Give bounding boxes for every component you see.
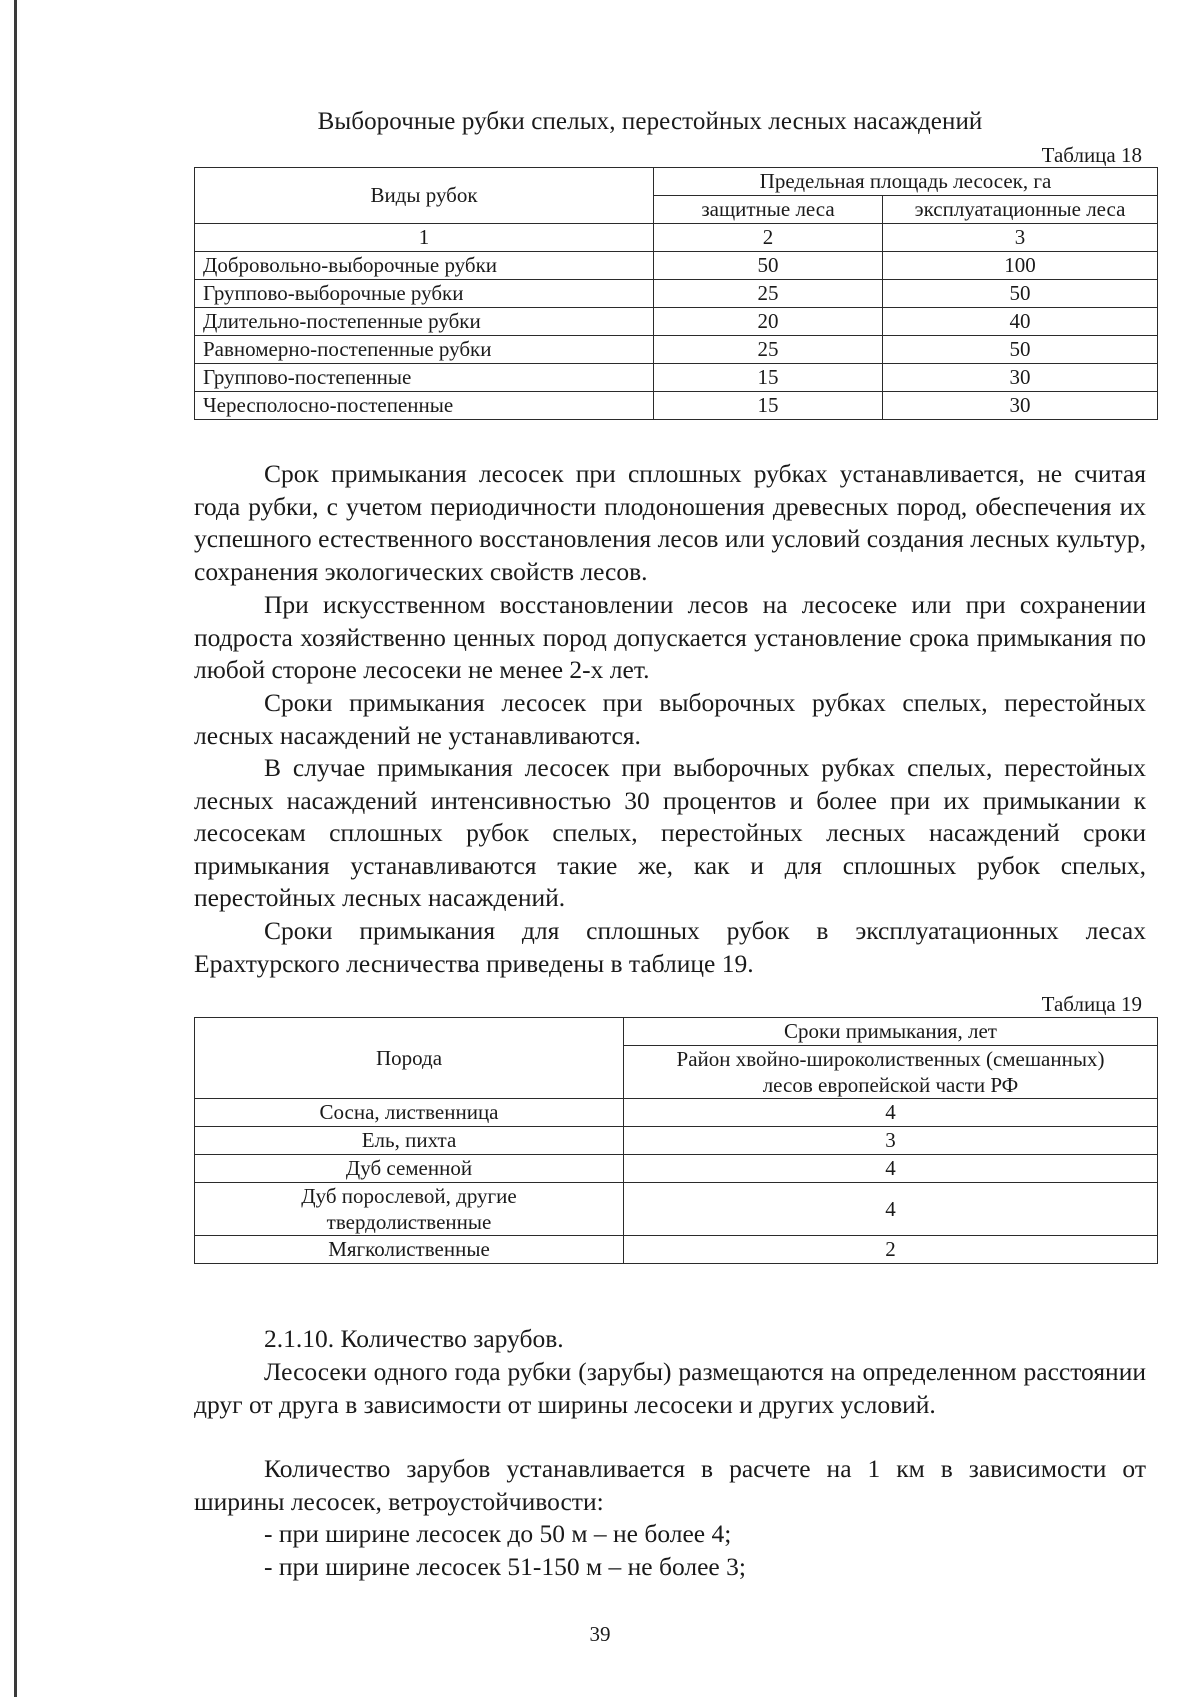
table-row bbox=[195, 336, 1158, 364]
years-cell: 4 bbox=[624, 1155, 1158, 1183]
value-cell: 40 bbox=[883, 308, 1158, 336]
value-cell: 30 bbox=[883, 392, 1158, 420]
table-row bbox=[195, 308, 1158, 336]
header-region-line1: Район хвойно-широколиственных (смешанных) bbox=[676, 1047, 1105, 1071]
table19 bbox=[194, 1017, 1158, 1264]
table-row bbox=[195, 1236, 1158, 1264]
value-cell: 20 bbox=[654, 308, 883, 336]
value-cell: 50 bbox=[654, 252, 883, 280]
cut-type-cell: Длительно-постепенные рубки bbox=[195, 308, 654, 336]
table18 bbox=[194, 167, 1158, 420]
years-cell: 4 bbox=[624, 1099, 1158, 1127]
paragraph-cuts-count: Количество зарубов устанавливается в расчете на 1 км в зависимости от ширины лесосек, ветроустойчивости: bbox=[194, 1454, 1146, 1516]
value-cell: 25 bbox=[654, 280, 883, 308]
species-cell: Ель, пихта bbox=[195, 1127, 624, 1155]
species-cell: Мягколиственные bbox=[195, 1236, 624, 1264]
cut-type-cell: Чересполосно-постепенные bbox=[195, 392, 654, 420]
paragraph-adjacency-continuous: Срок примыкания лесосек при сплошных рубках устанавливается, не считая года рубки, с учетом периодичности плодоношения древесных пород, обеспечения их успешного естественного восстановления лесов или условий создания лесных культур, сохранения экологических свойств лесов. bbox=[194, 459, 1146, 586]
table18-title: Выборочные рубки спелых, перестойных лесных насаждений bbox=[317, 108, 983, 135]
species-cell: Сосна, лиственница bbox=[195, 1099, 624, 1127]
species-cell: Дуб семенной bbox=[195, 1155, 624, 1183]
paragraph-table19-reference: Сроки примыкания для сплошных рубок в эксплуатационных лесах Ерахтурского лесничества приведены в таблице 19. bbox=[194, 916, 1146, 978]
species-line2: твердолиственные bbox=[326, 1210, 492, 1234]
value-cell: 15 bbox=[654, 392, 883, 420]
table-row bbox=[195, 252, 1158, 280]
column-numbering-row bbox=[195, 224, 1158, 252]
table-row bbox=[195, 280, 1158, 308]
cut-type-cell: Группово-постепенные bbox=[195, 364, 654, 392]
list-item: - при ширине лесосек 51-150 м – не более 3; bbox=[264, 1552, 746, 1581]
value-cell: 15 bbox=[654, 364, 883, 392]
species-line1: Дуб порослевой, другие bbox=[301, 1184, 517, 1208]
years-cell: 4 bbox=[624, 1183, 1158, 1236]
table-header-row bbox=[195, 168, 1158, 196]
col-number: 1 bbox=[195, 224, 654, 252]
value-cell: 100 bbox=[883, 252, 1158, 280]
cut-type-cell: Равномерно-постепенные рубки bbox=[195, 336, 654, 364]
col-number: 3 bbox=[883, 224, 1158, 252]
header-cut-types: Виды рубок bbox=[195, 168, 654, 224]
col-number: 2 bbox=[654, 224, 883, 252]
header-area-limit: Предельная площадь лесосек, га bbox=[654, 168, 1158, 196]
cut-type-cell: Группово-выборочные рубки bbox=[195, 280, 654, 308]
table-row bbox=[195, 392, 1158, 420]
table-row bbox=[195, 1099, 1158, 1127]
page-number: 39 bbox=[589, 1622, 611, 1646]
years-cell: 2 bbox=[624, 1236, 1158, 1264]
table18-label: Таблица 18 bbox=[1041, 143, 1142, 167]
header-region-line2: лесов европейской части РФ bbox=[762, 1073, 1019, 1097]
years-cell: 3 bbox=[624, 1127, 1158, 1155]
table-row bbox=[195, 1155, 1158, 1183]
species-cell bbox=[195, 1183, 624, 1236]
table-row bbox=[195, 1183, 1158, 1236]
paragraph-artificial-restoration: При искусственном восстановлении лесов на лесосеке или при сохранении подроста хозяйственно ценных пород допускается установление срока примыкания по любой стороне лесосеки не менее 2-х лет. bbox=[194, 590, 1146, 685]
header-exploitation-forests: эксплуатационные леса bbox=[883, 196, 1158, 224]
paragraph-intensity-30: В случае примыкания лесосек при выборочных рубках спелых, перестойных лесных насаждений интенсивностью 30 процентов и более при их примыкании к лесосекам сплошных рубок спелых, перестойных лесных насаждений сроки примыкания устанавливаются такие же, как и для сплошных рубок спелых, перестойных лесных насаждений. bbox=[194, 753, 1146, 913]
table-row bbox=[195, 364, 1158, 392]
value-cell: 50 bbox=[883, 336, 1158, 364]
paragraph-cuts-placement: Лесосеки одного года рубки (зарубы) размещаются на определенном расстоянии друг от друга в зависимости от ширины лесосеки и других условий. bbox=[194, 1357, 1146, 1419]
header-region bbox=[624, 1046, 1158, 1099]
table19-label: Таблица 19 bbox=[1041, 992, 1142, 1016]
header-protective-forests: защитные леса bbox=[654, 196, 883, 224]
list-item: - при ширине лесосек до 50 м – не более 4; bbox=[264, 1519, 732, 1548]
table-header-row bbox=[195, 1018, 1158, 1046]
cut-type-cell: Добровольно-выборочные рубки bbox=[195, 252, 654, 280]
table-row bbox=[195, 1127, 1158, 1155]
value-cell: 50 bbox=[883, 280, 1158, 308]
section-heading: 2.1.10. Количество зарубов. bbox=[264, 1324, 564, 1353]
value-cell: 30 bbox=[883, 364, 1158, 392]
header-species: Порода bbox=[195, 1018, 624, 1099]
paragraph-selective-adjacency: Сроки примыкания лесосек при выборочных рубках спелых, перестойных лесных насаждений не устанавливаются. bbox=[194, 688, 1146, 750]
header-adjacency-terms: Сроки примыкания, лет bbox=[624, 1018, 1158, 1046]
value-cell: 25 bbox=[654, 336, 883, 364]
